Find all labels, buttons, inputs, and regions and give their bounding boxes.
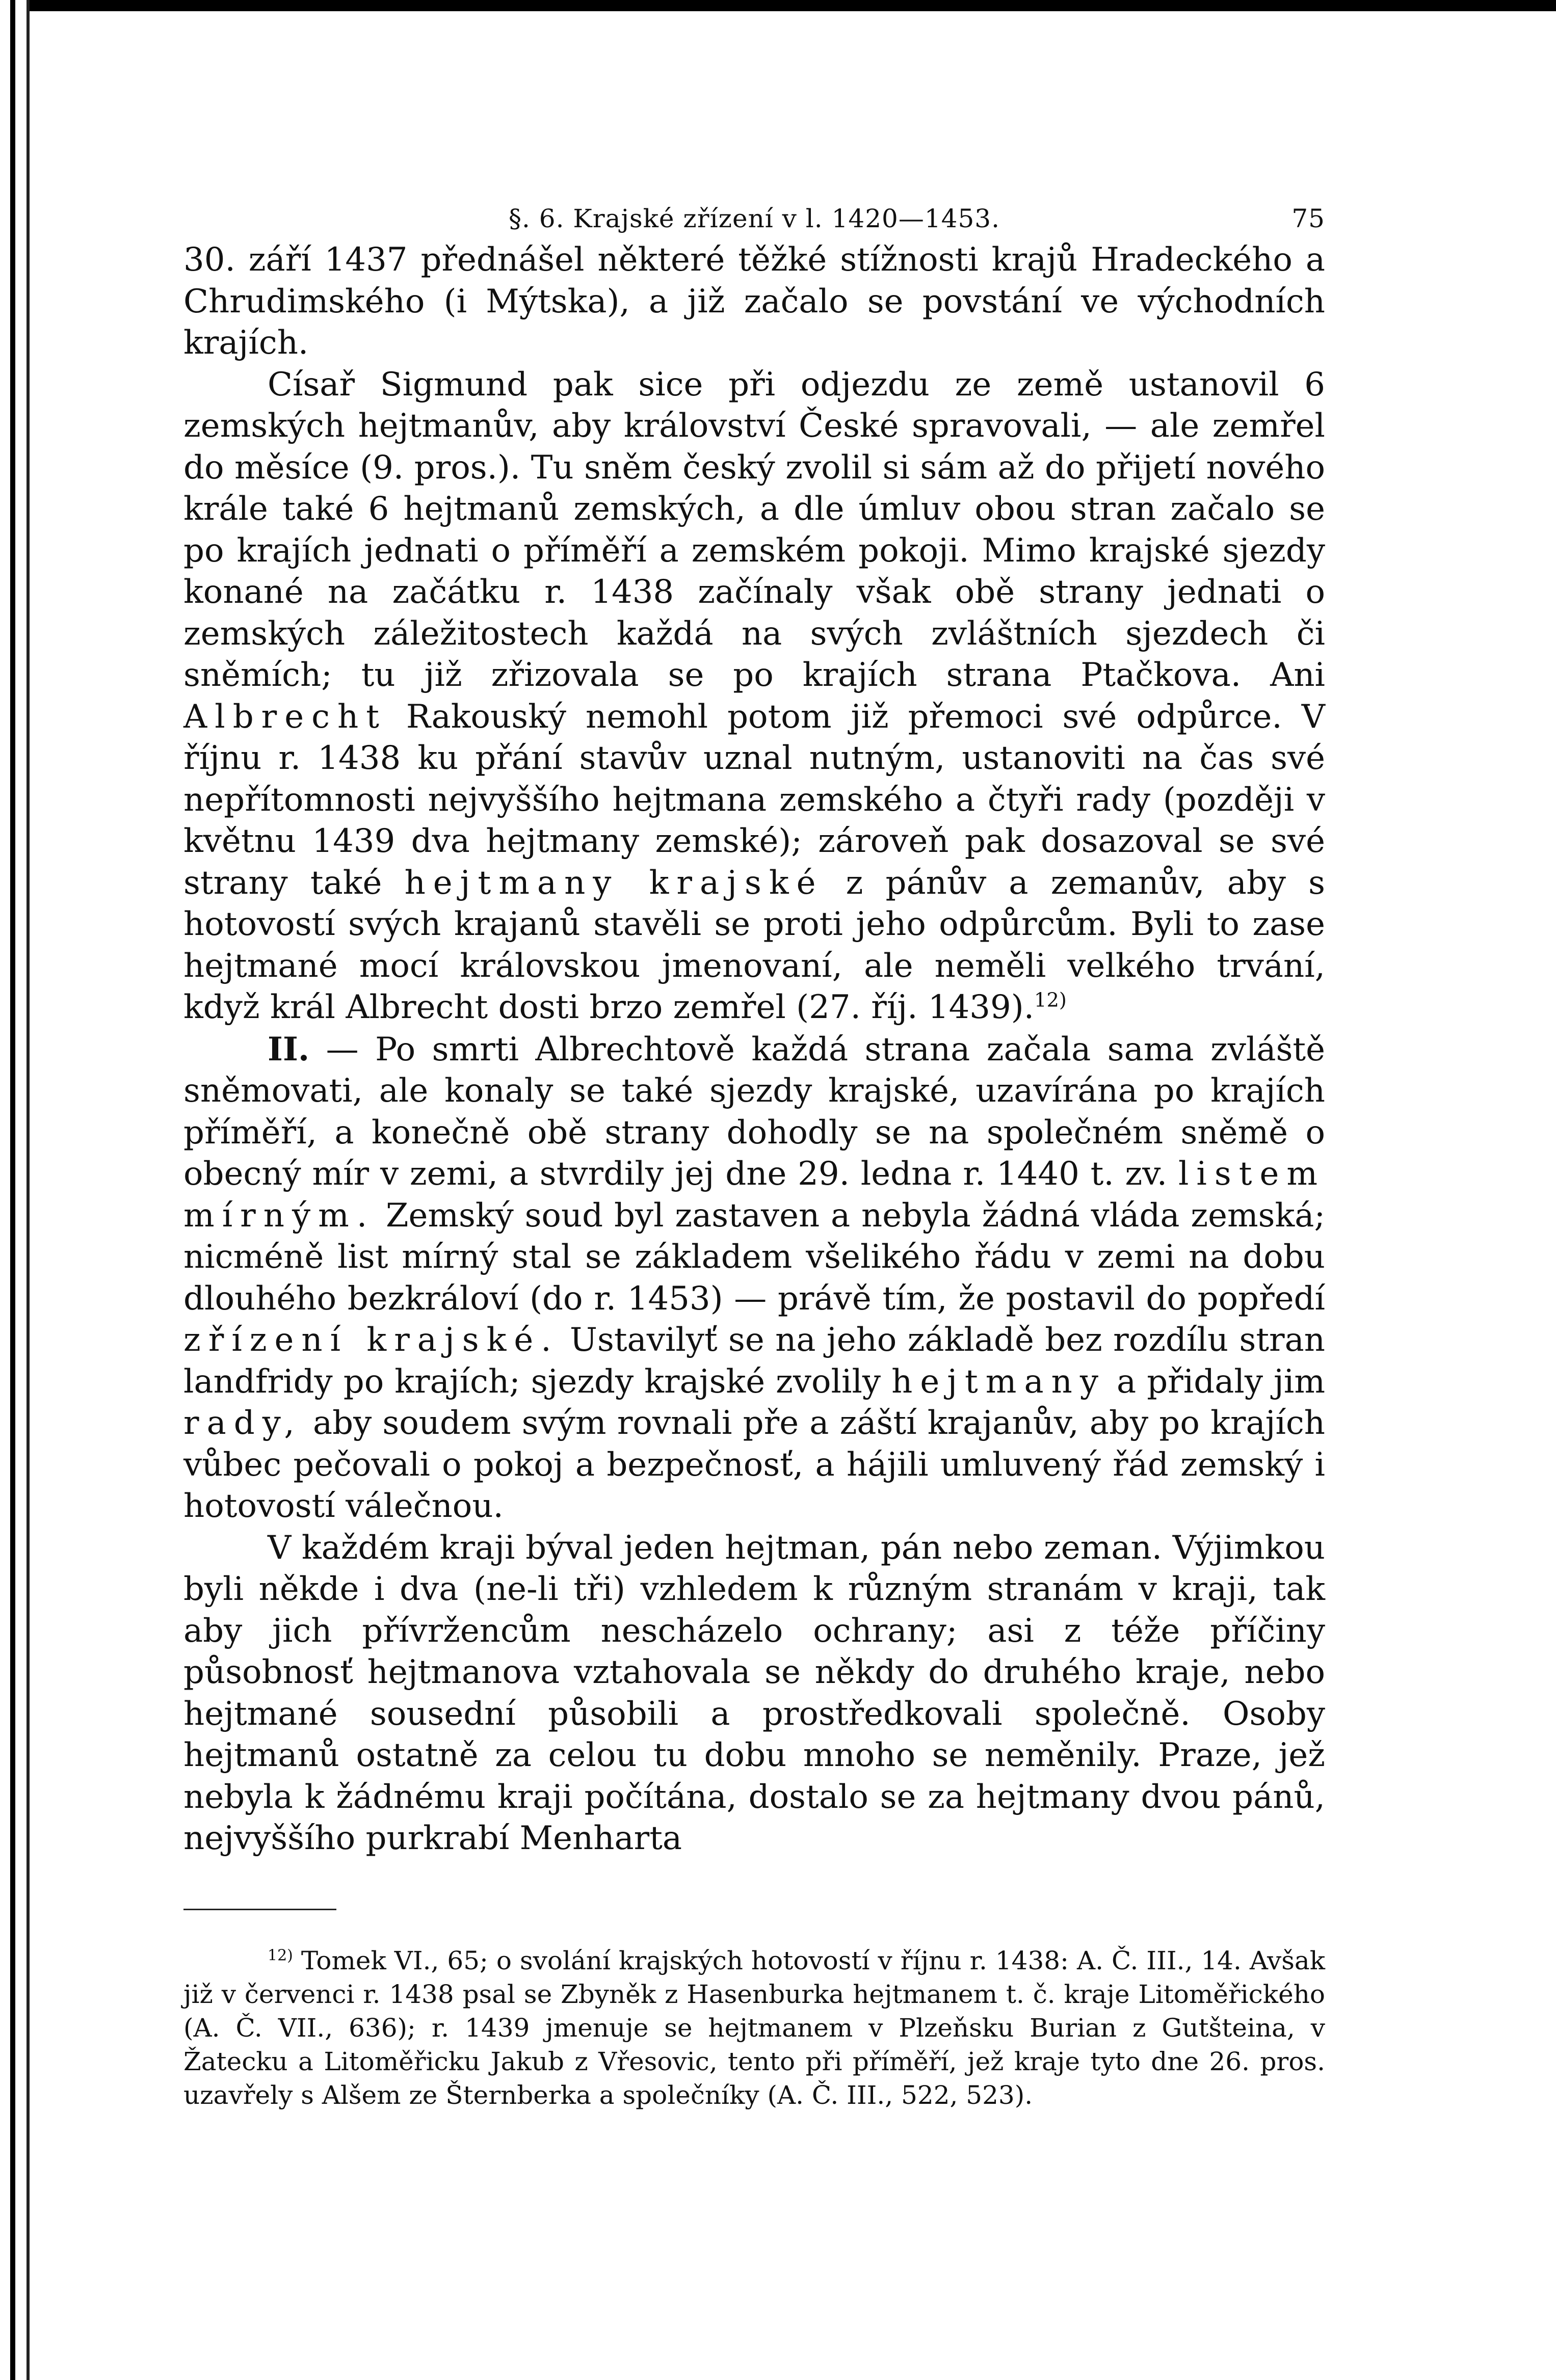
- running-title: §. 6. Krajské zřízení v l. 1420—1453.: [509, 204, 1000, 233]
- paragraph-2-part-c: z pánův a zemanův, aby s hotovostí svých krajanů stavěli se proti jeho odpůrcům. Byli to zase hejtmané mocí královskou jmenovaní, ale neměli velkého trvání, když král Albrecht dosti brzo zemřel (27. říj. 1439).: [183, 864, 1326, 1026]
- paragraph-3-part-b: Zemský soud byl zastaven a nebyla žádná vláda zemská; nicméně list mírný stal se základem všelikého řádu v zemi na dobu dlouhého bezkráloví (do r. 1453) — právě tím, že postavil do popředí: [183, 1196, 1326, 1318]
- emphasis-hejtmany: hejtmany: [891, 1362, 1106, 1401]
- paragraph-3-part-e: aby soudem svým rovnali pře a záští krajanův, aby po krajích vůbec pečovali o pokoj a bezpečnosť, a hájili umluvený řád zemský i hotovostí válečnou.: [183, 1404, 1326, 1525]
- emphasis-rady: rady,: [183, 1404, 302, 1442]
- footnote-rule: [183, 1909, 336, 1910]
- emphasis-listem-mirnym: listem mírným.: [183, 1155, 1326, 1235]
- scan-top-edge: [0, 0, 1556, 11]
- paragraph-3: [183, 1029, 1325, 1528]
- scan-left-edge: [10, 0, 15, 2380]
- paragraph-1: 30. září 1437 přednášel některé těžké stížnosti krajů Hradeckého a Chrudimského (i Mýtska), a již začalo se povstání ve východních krajích.: [183, 241, 1325, 362]
- paragraph-3-part-d: a přidaly jim: [1117, 1362, 1325, 1401]
- section-numeral: II.: [268, 1030, 310, 1068]
- main-text: [183, 239, 1325, 1860]
- footnote-reference: 12): [1034, 988, 1067, 1012]
- footnote: [183, 1944, 1325, 2112]
- emphasis-zrizeni-krajske: zřízení krajské.: [183, 1321, 559, 1359]
- running-head: [183, 194, 1325, 239]
- footnote-text: Tomek VI., 65; o svolání krajských hotovostí v říjnu r. 1438: A. Č. III., 14. Avšak již v červenci r. 1438 psal se Zbyněk z Hasenburka hejtmanem t. č. kraje Litoměřického (A. Č. VII., 636); r. 1439 jmenuje se hejtmanem v Plzeňsku Burian z Gutšteina, v Žatecku a Litoměřicku Jakub z Vřesovic, tento při příměří, jež kraje tyto dne 26. pros. uzavřely s Alšem ze Šternberka a společníky (A. Č. III., 522, 523).: [183, 1945, 1325, 2110]
- paragraph-3-part-a: — Po smrti Albrechtově každá strana začala sama zvláště sněmovati, ale konaly se také sjezdy krajské, uzavírána po krajích příměří, a konečně obě strany dohodly se na společném sněmě o obecný mír v zemi, a stvrdily jej dne 29. ledna r. 1440 t. zv.: [183, 1030, 1326, 1193]
- paragraph-2-part-b: Rakouský nemohl potom již přemoci své odpůrce. V říjnu r. 1438 ku přání stavův uznal nutným, ustanoviti na čas své nepřítomnosti nejvyššího hejtmana zemského a čtyři rady (později v květnu 1439 dva hejtmany zemské); zároveň pak dosazoval se své strany také: [183, 698, 1326, 902]
- footnote-marker: 12): [268, 1946, 293, 1964]
- emphasis-albrecht: Albrecht: [183, 698, 387, 736]
- paragraph-2-part-a: Císař Sigmund pak sice při odjezdu ze země ustanovil 6 zemských hejtmanův, aby království České spravovali, — ale zemřel do měsíce (9. pros.). Tu sněm český zvolil si sám až do přijetí nového krále také 6 hejtmanů zemských, a dle úmluv obou stran začalo se po krajích jednati o příměří a zemském pokoji. Mimo krajské sjezdy konané na začátku r. 1438 začínaly však obě strany jednati o zemských záležitostech každá na svých zvláštních sjezdech či sněmích; tu již zřizovala se po krajích strana Ptačkova. Ani: [183, 365, 1325, 694]
- book-page: [183, 194, 1325, 2112]
- footnote-12: [183, 1944, 1325, 2112]
- paragraph-2: [183, 364, 1325, 1029]
- paragraph-3-part-c: Ustavilyť se na jeho základě bez rozdílu stran landfridy po krajích; sjezdy krajské zvolily: [183, 1321, 1326, 1401]
- emphasis-hejtmany-krajske: hejtmany krajské: [404, 864, 824, 902]
- page-number: 75: [1291, 204, 1325, 233]
- paragraph-4: V každém kraji býval jeden hejtman, pán nebo zeman. Výjimkou byli někde i dva (ne-li tři) vzhledem k různým stranám v kraji, tak aby jich přívržencům nescházelo ochrany; asi z téže příčiny působnosť hejtmanova vztahovala se někdy do druhého kraje, nebo hejtmané sousední působili a prostředkovali společně. Osoby hejtmanů ostatně za celou tu dobu mnoho se neměnily. Praze, jež nebyla k žádnému kraji počítána, dostalo se za hejtmany dvou pánů, nejvyššího purkrabí Menharta: [183, 1529, 1325, 1857]
